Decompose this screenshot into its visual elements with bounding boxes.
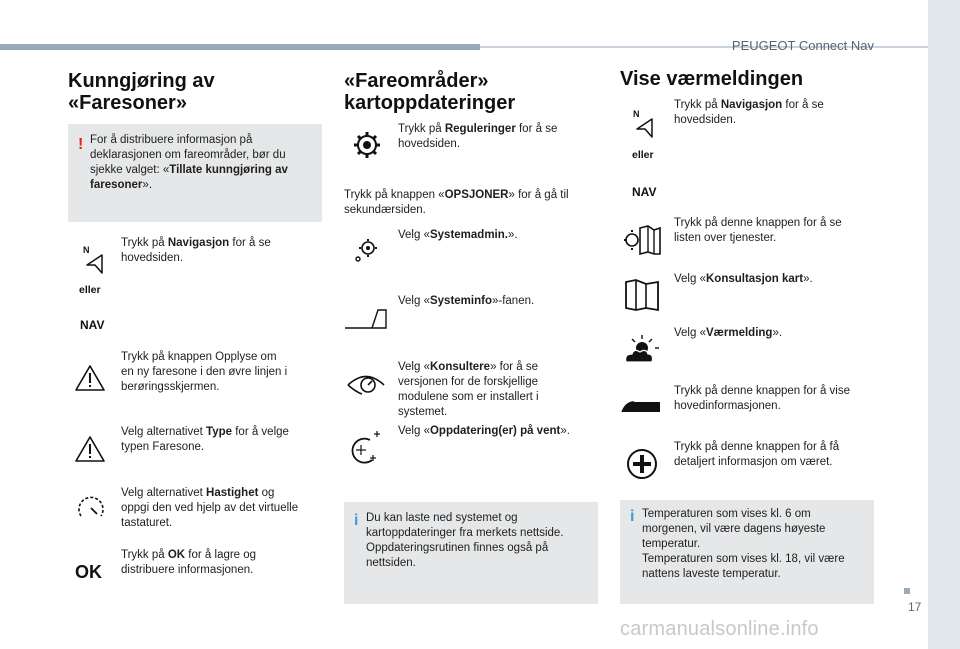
text-bold: faresoner <box>90 179 143 191</box>
text-line: oppgi den ved hjelp av det virtuelle <box>121 502 299 514</box>
text-line: hovedinformasjonen. <box>674 400 781 412</box>
info-icon: i <box>630 508 635 525</box>
text-span: Velg « <box>398 425 430 437</box>
info-box-temperature <box>620 500 874 604</box>
text-bold: Konsultere <box>429 361 491 373</box>
text-line: typen Faresone. <box>121 441 205 453</box>
main-info-tab-icon[interactable] <box>620 398 662 414</box>
text-line <box>674 272 813 287</box>
title-line: kartoppdateringer <box>344 92 516 114</box>
info-icon: i <box>354 512 359 529</box>
text-span: Velg « <box>674 327 706 339</box>
step-oppdatering <box>398 424 570 439</box>
text-bold: Systeminfo <box>429 295 492 307</box>
text-line: distribuere informasjonen. <box>121 564 254 576</box>
step-konsultere <box>398 360 539 420</box>
header-bar <box>0 44 480 50</box>
gear-icon[interactable] <box>352 130 382 160</box>
text-line: Oppdateringsrutinen finnes også på <box>366 542 549 554</box>
text-span: og <box>258 487 275 499</box>
or-label: eller <box>632 149 654 161</box>
text-line <box>398 122 557 137</box>
text-line <box>121 486 298 501</box>
text-span: ». <box>560 425 570 437</box>
text-span: Trykk på knappen « <box>344 189 445 201</box>
warning-icon: ! <box>78 136 84 153</box>
text-span: for å lagre og <box>185 549 257 561</box>
text-line: systemet. <box>398 406 448 418</box>
text-span: sjekke valget: « <box>90 164 170 176</box>
text-span: for å se <box>515 123 558 135</box>
text-span: Trykk på <box>121 549 168 561</box>
step-speed <box>121 486 298 531</box>
text-line <box>121 425 289 440</box>
text-line: Trykk på knappen Opplyse om <box>121 351 277 363</box>
text-span: »-fanen. <box>491 295 535 307</box>
text-bold: Navigasjon <box>167 237 230 249</box>
text-span: for å velge <box>232 426 289 438</box>
text-line: detaljert informasjon om været. <box>674 456 833 468</box>
text-bold: OK <box>167 549 186 561</box>
text-line: Du kan laste ned systemet og <box>366 512 518 524</box>
text-span: Velg « <box>674 273 706 285</box>
step-reguleringer <box>398 122 557 152</box>
warning-box <box>68 124 322 222</box>
text-line: Temperaturen som vises kl. 6 om <box>642 508 811 520</box>
text-line: kartoppdateringer fra merkets nettside. <box>366 527 564 539</box>
text-bold: OPSJONER <box>444 189 509 201</box>
text-line: Trykk på denne knappen for å se <box>674 217 842 229</box>
text-span: ». <box>507 229 518 241</box>
title-line: «Faresoner» <box>68 92 187 114</box>
text-span: Velg alternativet <box>121 487 207 499</box>
step-opsjoner <box>344 188 569 218</box>
tab-icon[interactable] <box>344 308 388 330</box>
step-systeminfo <box>398 294 534 309</box>
text-line: tastaturet. <box>121 517 173 529</box>
text-line <box>674 326 782 341</box>
text-line: modulene som er installert i <box>398 391 539 403</box>
text-span: for å se <box>782 99 824 111</box>
or-label: eller <box>79 284 101 296</box>
text-line: listen over tjenester. <box>674 232 777 244</box>
text-line <box>398 424 570 439</box>
title-line: Kunngjøring av <box>68 70 215 92</box>
section-title-fareomrader <box>344 70 515 114</box>
text-line <box>398 360 539 375</box>
text-line: For å distribuere informasjon på <box>90 134 253 146</box>
navigation-icon[interactable] <box>632 108 656 138</box>
text-bold: Navigasjon <box>720 99 783 111</box>
text-line: hovedsiden. <box>674 114 737 126</box>
text-span: ». <box>772 327 783 339</box>
section-title-faresoner <box>68 70 215 114</box>
map-icon[interactable] <box>624 278 660 312</box>
text-line: Trykk på denne knappen for å få <box>674 441 840 453</box>
nav-button[interactable]: NAV <box>80 318 105 332</box>
text-line <box>121 548 256 563</box>
text-span: Trykk på <box>121 237 168 249</box>
text-line: hovedsiden. <box>398 138 461 150</box>
page-number: 17 <box>908 600 922 614</box>
warning-triangle-icon[interactable] <box>74 435 106 463</box>
step-hovedinfo <box>674 384 850 414</box>
text-line: versjonen for de forskjellige <box>398 376 538 388</box>
pending-update-icon[interactable] <box>346 430 382 466</box>
text-line <box>90 178 318 193</box>
text-span: ». <box>142 179 153 191</box>
warning-triangle-icon[interactable] <box>74 364 106 392</box>
text-span: Velg « <box>398 295 430 307</box>
text-span: Trykk på <box>674 99 721 111</box>
text-bold: Hastighet <box>206 487 259 499</box>
header-title: PEUGEOT Connect Nav <box>731 38 874 53</box>
text-line <box>398 228 518 243</box>
text-line: morgenen, vil være dagens høyeste <box>642 523 826 535</box>
step-navigation-weather <box>674 98 824 128</box>
text-bold: Type <box>206 426 233 438</box>
svg-text:N: N <box>633 109 640 119</box>
speedometer-icon[interactable] <box>76 494 106 522</box>
text-span: » for å gå til <box>508 189 569 201</box>
info-text <box>366 511 594 571</box>
text-bold: Reguleringer <box>444 123 516 135</box>
text-line <box>674 98 824 113</box>
text-span: » for å se <box>490 361 539 373</box>
step-navigation <box>121 236 271 266</box>
info-box-download <box>344 502 598 604</box>
side-strip <box>928 0 960 649</box>
text-line <box>398 294 534 309</box>
text-line <box>90 163 318 178</box>
text-line: temperatur. <box>642 538 701 550</box>
warning-text <box>90 133 318 193</box>
text-bold: Tillate kunngjøring av <box>169 164 288 176</box>
step-konsultasjon-kart <box>674 272 813 287</box>
step-type <box>121 425 289 455</box>
text-line: en ny faresone i den øvre linjen i <box>121 366 288 378</box>
step-detaljert <box>674 440 839 470</box>
nav-button[interactable]: NAV <box>632 185 657 199</box>
text-line <box>344 188 569 203</box>
step-services <box>674 216 842 246</box>
text-line: Temperaturen som vises kl. 18, vil være <box>642 553 845 565</box>
text-bold: Systemadmin. <box>429 229 508 241</box>
section-title-vaermelding: Vise værmeldingen <box>620 68 804 90</box>
step-systemadmin <box>398 228 518 243</box>
text-line: hovedsiden. <box>121 252 184 264</box>
text-bold: Oppdatering(er) på vent <box>429 425 561 437</box>
text-line: berøringsskjermen. <box>121 381 220 393</box>
text-span: Velg alternativet <box>121 426 207 438</box>
text-span: for å se <box>229 237 271 249</box>
text-span: Velg « <box>398 361 430 373</box>
ok-button[interactable]: OK <box>75 562 102 582</box>
title-line: «Fareområder» <box>344 70 489 92</box>
info-text <box>642 507 870 582</box>
services-list-icon[interactable] <box>622 224 662 256</box>
text-line: deklarasjonen om fareområder, bør du <box>90 149 286 161</box>
text-span: ». <box>803 273 813 285</box>
text-line: nettsiden. <box>366 557 416 569</box>
text-line: sekundærsiden. <box>344 204 426 216</box>
weather-icon[interactable] <box>622 334 662 364</box>
text-line: nattens laveste temperatur. <box>642 568 781 580</box>
text-span: Velg « <box>398 229 430 241</box>
navigation-icon[interactable] <box>82 244 106 274</box>
svg-text:N: N <box>83 245 90 255</box>
step-ok <box>121 548 256 578</box>
page-marker <box>904 588 910 594</box>
text-span: Trykk på <box>398 123 445 135</box>
text-bold: Konsultasjon kart <box>705 273 804 285</box>
consult-icon[interactable] <box>346 372 386 398</box>
step-vaermelding <box>674 326 782 341</box>
system-admin-gear-icon[interactable] <box>352 236 380 264</box>
plus-icon[interactable] <box>626 448 658 480</box>
text-line: Trykk på denne knappen for å vise <box>674 385 851 397</box>
text-line <box>121 236 271 251</box>
step-opplyse <box>121 350 287 395</box>
text-bold: Værmelding <box>705 327 773 339</box>
watermark: carmanualsonline.info <box>620 618 819 640</box>
